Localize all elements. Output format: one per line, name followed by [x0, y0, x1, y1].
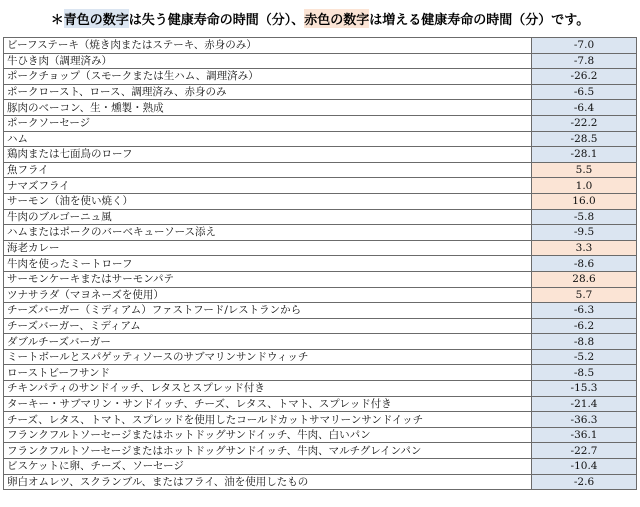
table-row: [4, 474, 637, 490]
note-suffix-text: は増える健康寿命の時間（分）です。: [369, 12, 590, 28]
note-asterisk: ＊: [50, 12, 64, 28]
lost-minutes-cell: -8.5: [532, 365, 637, 381]
lost-minutes-cell: -6.3: [532, 303, 637, 319]
table-row: [4, 318, 637, 334]
table-row: [4, 256, 637, 272]
food-name-cell: チキンパティのサンドイッチ、レタスとスプレッド付き: [4, 381, 532, 397]
table-row: [4, 193, 637, 209]
food-name-cell: ポークソーセージ: [4, 115, 532, 131]
lost-minutes-cell: -2.6: [532, 474, 637, 490]
gained-minutes-cell: 3.3: [532, 240, 637, 256]
table-row: [4, 178, 637, 194]
table-row: [4, 38, 637, 54]
food-name-cell: ナマズフライ: [4, 178, 532, 194]
table-row: [4, 240, 637, 256]
food-name-cell: ローストビーフサンド: [4, 365, 532, 381]
table-row: [4, 209, 637, 225]
food-name-cell: ポークチョップ（スモークまたは生ハム、調理済み）: [4, 69, 532, 85]
lost-minutes-cell: -6.4: [532, 100, 637, 116]
food-name-cell: 牛肉を使ったミートローフ: [4, 256, 532, 272]
food-name-cell: 海老カレー: [4, 240, 532, 256]
lost-minutes-cell: -10.4: [532, 459, 637, 475]
lost-minutes-cell: -5.8: [532, 209, 637, 225]
food-name-cell: チーズバーガー、ミディアム: [4, 318, 532, 334]
table-row: [4, 334, 637, 350]
table-row: [4, 443, 637, 459]
table-body: [4, 38, 637, 490]
table-row: [4, 225, 637, 241]
food-name-cell: サーモン（油を使い焼く）: [4, 193, 532, 209]
lost-minutes-cell: -15.3: [532, 381, 637, 397]
gained-minutes-cell: 1.0: [532, 178, 637, 194]
lost-minutes-cell: -36.3: [532, 412, 637, 428]
food-name-cell: ミートボールとスパゲッティソースのサブマリンサンドウィッチ: [4, 349, 532, 365]
table-row: [4, 365, 637, 381]
food-name-cell: ビスケットに卵、チーズ、ソーセージ: [4, 459, 532, 475]
food-name-cell: ターキー・サブマリン・サンドイッチ、チーズ、レタス、トマト、スプレッド付き: [4, 396, 532, 412]
food-name-cell: フランクフルトソーセージまたはホットドッグサンドイッチ、牛肉、白いパン: [4, 427, 532, 443]
lost-minutes-cell: -21.4: [532, 396, 637, 412]
food-name-cell: チーズ、レタス、トマト、スプレッドを使用したコールドカットサマリーンサンドイッチ: [4, 412, 532, 428]
food-name-cell: ポークロースト、ロース、調理済み、赤身のみ: [4, 84, 532, 100]
lost-minutes-cell: -8.6: [532, 256, 637, 272]
food-name-cell: 豚肉のベーコン、生・燻製・熟成: [4, 100, 532, 116]
food-name-cell: ツナサラダ（マヨネーズを使用）: [4, 287, 532, 303]
food-name-cell: チーズバーガー（ミディアム）ファストフード/レストランから: [4, 303, 532, 319]
food-name-cell: 鶏肉または七面鳥のローフ: [4, 147, 532, 163]
table-row: [4, 271, 637, 287]
food-name-cell: ダブルチーズバーガー: [4, 334, 532, 350]
table-row: [4, 131, 637, 147]
lost-minutes-cell: -26.2: [532, 69, 637, 85]
table-row: [4, 100, 637, 116]
food-name-cell: 卵白オムレツ、スクランブル、またはフライ、油を使用したもの: [4, 474, 532, 490]
lost-minutes-cell: -6.5: [532, 84, 637, 100]
gained-minutes-cell: 5.7: [532, 287, 637, 303]
food-name-cell: ビーフステーキ（焼き肉またはステーキ、赤身のみ）: [4, 38, 532, 54]
lost-minutes-cell: -28.5: [532, 131, 637, 147]
food-name-cell: 牛ひき肉（調理済み）: [4, 53, 532, 69]
table-row: [4, 147, 637, 163]
table-row: [4, 381, 637, 397]
lost-minutes-cell: -5.2: [532, 349, 637, 365]
food-name-cell: 魚フライ: [4, 162, 532, 178]
note-middle-text: は失う健康寿命の時間（分）、: [128, 12, 305, 28]
lost-minutes-cell: -7.8: [532, 53, 637, 69]
table-row: [4, 412, 637, 428]
lost-minutes-cell: -36.1: [532, 427, 637, 443]
gained-minutes-cell: 16.0: [532, 193, 637, 209]
food-name-cell: フランクフルトソーセージまたはホットドッグサンドイッチ、牛肉、マルチグレインパン: [4, 443, 532, 459]
table-row: [4, 69, 637, 85]
table-row: [4, 427, 637, 443]
food-name-cell: ハム: [4, 131, 532, 147]
table-row: [4, 84, 637, 100]
table-row: [4, 115, 637, 131]
red-number-label: 赤色の数字: [304, 9, 369, 28]
table-row: [4, 303, 637, 319]
table-row: [4, 459, 637, 475]
lost-minutes-cell: -22.2: [532, 115, 637, 131]
lost-minutes-cell: -28.1: [532, 147, 637, 163]
lost-minutes-cell: -22.7: [532, 443, 637, 459]
gained-minutes-cell: 28.6: [532, 271, 637, 287]
gained-minutes-cell: 5.5: [532, 162, 637, 178]
healthy-life-minutes-table: [3, 37, 637, 490]
legend-note: [0, 0, 640, 36]
lost-minutes-cell: -8.8: [532, 334, 637, 350]
food-name-cell: ハムまたはポークのバーベキューソース添え: [4, 225, 532, 241]
lost-minutes-cell: -9.5: [532, 225, 637, 241]
blue-number-label: 青色の数字: [64, 9, 129, 28]
lost-minutes-cell: -7.0: [532, 38, 637, 54]
lost-minutes-cell: -6.2: [532, 318, 637, 334]
table-row: [4, 396, 637, 412]
table-row: [4, 53, 637, 69]
table-row: [4, 162, 637, 178]
food-name-cell: 牛肉のブルゴーニュ風: [4, 209, 532, 225]
food-name-cell: サーモンケーキまたはサーモンパテ: [4, 271, 532, 287]
table-row: [4, 287, 637, 303]
table-row: [4, 349, 637, 365]
